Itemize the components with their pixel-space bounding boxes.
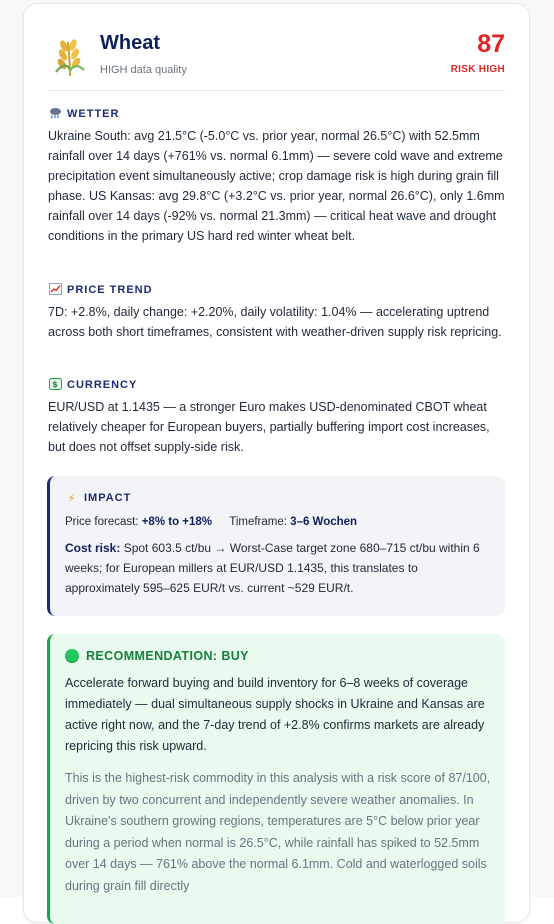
- currency-heading-label: CURRENCY: [67, 379, 138, 391]
- cost-risk: [65, 538, 491, 598]
- weather-heading: [48, 106, 507, 122]
- cost-risk-label: Cost risk:: [65, 541, 121, 555]
- weather-text: Ukraine South: avg 21.5°C (-5.0°C vs. prior year, normal 26.5°C) with 52.5mm rainfall over 14 days (+761% vs. normal 6.1mm) — severe cold wave and extreme precipitation event simultaneously active; crop damage risk is high during grain fill phase. US Kansas: avg 29.8°C (+3.2°C vs. prior year, normal 26.6°C), only 1.6mm rainfall over 14 days (-92% vs. normal 21.3mm) — critical heat wave and drought conditions in the primary US hard red winter wheat belt.: [48, 129, 505, 243]
- forecast-line: [65, 516, 491, 528]
- price-trend-text: 7D: +2.8%, daily change: +2.20%, daily volatility: 1.04% — accelerating uptrend across both short timeframes, consistent with weather-driven supply risk repricing.: [48, 305, 502, 339]
- recommendation-text: Accelerate forward buying and build inventory for 6–8 weeks of coverage immediately — dual simultaneous supply shocks in Ukraine and Kansas are active right now, and the 7-day trend of +2.8% confirms markets are already repricing this risk upward.: [65, 676, 485, 753]
- recommendation-box: [47, 634, 505, 924]
- currency-heading: [48, 377, 507, 393]
- currency-exchange-icon: [48, 378, 62, 393]
- impact-heading-label: IMPACT: [84, 492, 132, 504]
- lightning-icon: ⚡: [67, 492, 77, 505]
- cost-risk-text: Spot 603.5 ct/bu → Worst-Case target zone 680–715 ct/bu within 6 weeks; for European millers at EUR/USD 1.1435, this translates to approximately 595–625 EUR/t vs. current ~529 EUR/t.: [65, 541, 480, 595]
- forecast-label: Price forecast:: [65, 516, 139, 528]
- impact-box: [47, 476, 505, 616]
- weather-heading-label: WETTER: [67, 108, 120, 120]
- recommendation-heading-label: RECOMMENDATION: BUY: [86, 649, 249, 663]
- price-trend-heading: [48, 282, 507, 298]
- header-divider: [48, 90, 505, 91]
- weather-section: [48, 106, 507, 246]
- price-trend-heading-label: PRICE TREND: [67, 284, 153, 296]
- recommendation-rationale: This is the highest-risk commodity in this analysis with a risk score of 87/100, driven by two concurrent and independently severe weather anomalies. In Ukraine's southern growing regions, temperatures are 5°C below prior year during a period when normal is 26.5°C, while rainfall has spiked to 52.5mm over 14 days — 761% above the normal 6.1mm. Cold and waterlogged soils during grain fill directly: [65, 771, 491, 893]
- commodity-card: [23, 3, 530, 923]
- rain-cloud-icon: [48, 107, 62, 122]
- risk-level-badge: RISK HIGH: [450, 64, 505, 75]
- card-header: [48, 26, 505, 90]
- price-trend-section: [48, 282, 507, 342]
- currency-section: [48, 377, 507, 457]
- timeframe-value: 3–6 Wochen: [290, 516, 358, 528]
- currency-text: EUR/USD at 1.1435 — a stronger Euro makes USD-denominated CBOT wheat relatively cheaper for European buyers, partially buffering import cost increases, but does not offset supply-side risk.: [48, 400, 490, 454]
- recommendation-heading: [65, 649, 491, 663]
- impact-heading: [65, 490, 491, 506]
- risk-score: 87: [477, 30, 505, 58]
- data-quality-label: HIGH data quality: [100, 64, 187, 76]
- commodity-title: Wheat: [100, 32, 160, 54]
- forecast-value: +8% to +18%: [141, 516, 213, 528]
- chart-trend-icon: [48, 283, 62, 298]
- green-circle-icon: [65, 649, 79, 663]
- svg-text:$: $: [51, 379, 59, 389]
- timeframe-label: Timeframe:: [229, 516, 287, 528]
- wheat-icon: [48, 34, 92, 78]
